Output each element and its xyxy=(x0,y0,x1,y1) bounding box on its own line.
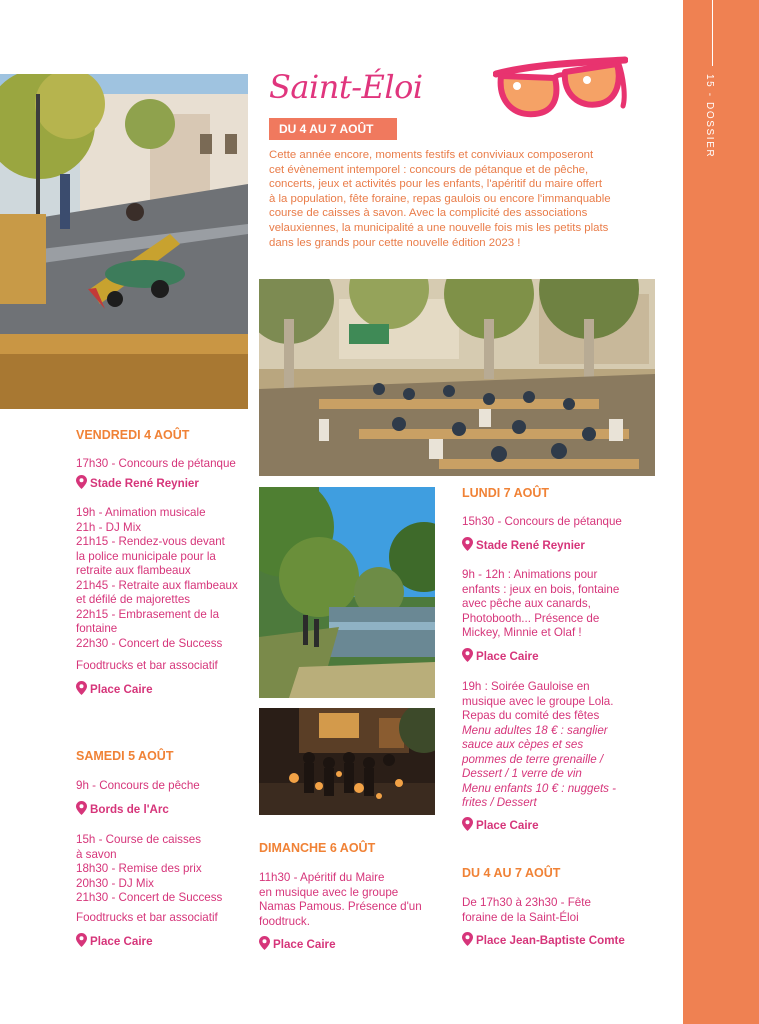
photo-river xyxy=(259,487,435,698)
place-name: Place Caire xyxy=(273,938,336,951)
side-divider xyxy=(712,0,713,66)
day-title-fete-foraine: DU 4 AU 7 AOÛT xyxy=(462,866,561,880)
day-title-dimanche: DIMANCHE 6 AOÛT xyxy=(259,841,376,855)
event-line: 11h30 - Apéritif du Maire xyxy=(259,871,385,884)
place-link[interactable] xyxy=(462,817,539,833)
page-section-label: 15 - DOSSIER xyxy=(704,74,715,159)
event-block xyxy=(76,911,218,926)
event-line: Namas Pamous. Présence d'un xyxy=(259,900,422,913)
event-line: 21h30 - Concert de Success xyxy=(76,891,223,904)
event-block xyxy=(462,515,622,530)
day-title-samedi: SAMEDI 5 AOÛT xyxy=(76,749,174,763)
photo-lantern-parade xyxy=(259,708,435,815)
map-pin-icon xyxy=(462,817,473,831)
menu-line: pommes de terre grenaille / xyxy=(462,752,604,766)
event-line: 19h - Animation musicale xyxy=(76,506,206,519)
map-pin-icon xyxy=(76,475,87,489)
event-block xyxy=(76,506,238,651)
event-line: 21h15 - Rendez-vous devant xyxy=(76,535,225,548)
event-line: 9h - Concours de pêche xyxy=(76,779,200,792)
intro-line: velauxiennes, la municipalité a une nouvelle fois mis les petits plats xyxy=(269,221,609,234)
event-block xyxy=(76,833,222,906)
event-line: à savon xyxy=(76,847,117,861)
menu-line: sauce aux cèpes et ses xyxy=(462,738,584,751)
event-line: en musique avec le groupe xyxy=(259,885,399,899)
dates-badge: DU 4 AU 7 AOÛT xyxy=(269,118,397,140)
event-line: enfants : jeux en bois, fontaine xyxy=(462,582,620,596)
event-line: et défilé de majorettes xyxy=(76,593,191,606)
event-block xyxy=(462,568,619,641)
place-link[interactable] xyxy=(76,801,169,817)
event-block xyxy=(76,779,200,794)
intro-line: dans les grands pour cette nouvelle édition 2023 ! xyxy=(269,236,521,249)
menu-line: Menu enfants 10 € : nuggets - xyxy=(462,781,617,795)
event-line: fontaine xyxy=(76,622,118,635)
map-pin-icon xyxy=(76,681,87,695)
event-line: Foodtrucks et bar associatif xyxy=(76,911,218,924)
sunglasses-icon xyxy=(493,56,628,122)
event-line: 9h - 12h : Animations pour xyxy=(462,568,598,581)
event-line: Photobooth... Présence de xyxy=(462,611,600,625)
intro-line: concerts, jeux et activités pour les enfants, l'apéritif du maire offert xyxy=(269,178,603,191)
place-link[interactable] xyxy=(462,932,625,948)
place-link[interactable] xyxy=(462,648,539,664)
event-line: 22h15 - Embrasement de la xyxy=(76,607,220,621)
place-link[interactable] xyxy=(76,933,153,949)
event-line: 18h30 - Remise des prix xyxy=(76,862,202,875)
page-title: Saint-Éloi xyxy=(269,68,423,106)
place-name: Stade René Reynier xyxy=(90,477,199,490)
event-line: 22h30 - Concert de Success xyxy=(76,636,223,650)
event-line: De 17h30 à 23h30 - Fête xyxy=(462,896,591,909)
event-block xyxy=(76,457,236,472)
intro-line: course de caisses à savon. Avec la complicité des associations xyxy=(269,207,588,220)
map-pin-icon xyxy=(259,936,270,950)
event-line: 15h30 - Concours de pétanque xyxy=(462,515,622,528)
event-line: 21h45 - Retraite aux flambeaux xyxy=(76,578,238,592)
day-title-vendredi: VENDREDI 4 AOÛT xyxy=(76,428,190,442)
intro-line: cet évènement intemporel : concours de pétanque et de pêche, xyxy=(269,163,589,176)
intro-line: à la population, fête foraine, repas gaulois ou encore l'immanquable xyxy=(269,192,611,205)
event-block xyxy=(259,871,422,929)
photo-crowd-square xyxy=(259,279,655,476)
place-name: Place Caire xyxy=(476,650,539,663)
map-pin-icon xyxy=(462,537,473,551)
photo-soapbox-race xyxy=(0,74,248,409)
event-line: la police municipale pour la xyxy=(76,549,216,563)
event-line: musique avec le groupe Lola. xyxy=(462,694,614,708)
place-link[interactable] xyxy=(76,475,199,491)
map-pin-icon xyxy=(462,648,473,662)
event-block xyxy=(462,680,616,811)
event-line: foodtruck. xyxy=(259,914,310,928)
event-line: 15h - Course de caisses xyxy=(76,833,202,846)
event-line: 20h30 - DJ Mix xyxy=(76,876,154,890)
event-line: Mickey, Minnie et Olaf ! xyxy=(462,626,582,639)
map-pin-icon xyxy=(462,932,473,946)
menu-line: Menu adultes 18 € : sanglier xyxy=(462,723,608,737)
event-line: 21h - DJ Mix xyxy=(76,520,142,534)
menu-line: frites / Dessert xyxy=(462,796,537,809)
event-block xyxy=(76,659,218,674)
side-band xyxy=(683,0,759,1024)
day-title-lundi: LUNDI 7 AOÛT xyxy=(462,486,550,500)
intro-line: Cette année encore, moments festifs et conviviaux composeront xyxy=(269,149,594,161)
place-name: Stade René Reynier xyxy=(476,539,585,552)
map-pin-icon xyxy=(76,801,87,815)
event-line: foraine de la Saint-Éloi xyxy=(462,910,579,924)
place-link[interactable] xyxy=(462,537,585,553)
event-line: 17h30 - Concours de pétanque xyxy=(76,457,236,470)
place-name: Bords de l'Arc xyxy=(90,803,169,816)
event-line: retraite aux flambeaux xyxy=(76,564,191,577)
map-pin-icon xyxy=(76,933,87,947)
place-name: Place Caire xyxy=(476,819,539,832)
event-line: 19h : Soirée Gauloise en xyxy=(462,680,590,693)
intro-paragraph xyxy=(269,148,649,250)
event-line: avec pêche aux canards, xyxy=(462,597,591,610)
place-name: Place Caire xyxy=(90,935,153,948)
place-name: Place Jean-Baptiste Comte xyxy=(476,934,625,947)
place-name: Place Caire xyxy=(90,683,153,696)
place-link[interactable] xyxy=(76,681,153,697)
place-link[interactable] xyxy=(259,936,336,952)
event-line: Repas du comité des fêtes xyxy=(462,709,600,722)
event-block xyxy=(462,896,591,925)
event-line: Foodtrucks et bar associatif xyxy=(76,659,218,672)
menu-line: Dessert / 1 verre de vin xyxy=(462,767,582,780)
